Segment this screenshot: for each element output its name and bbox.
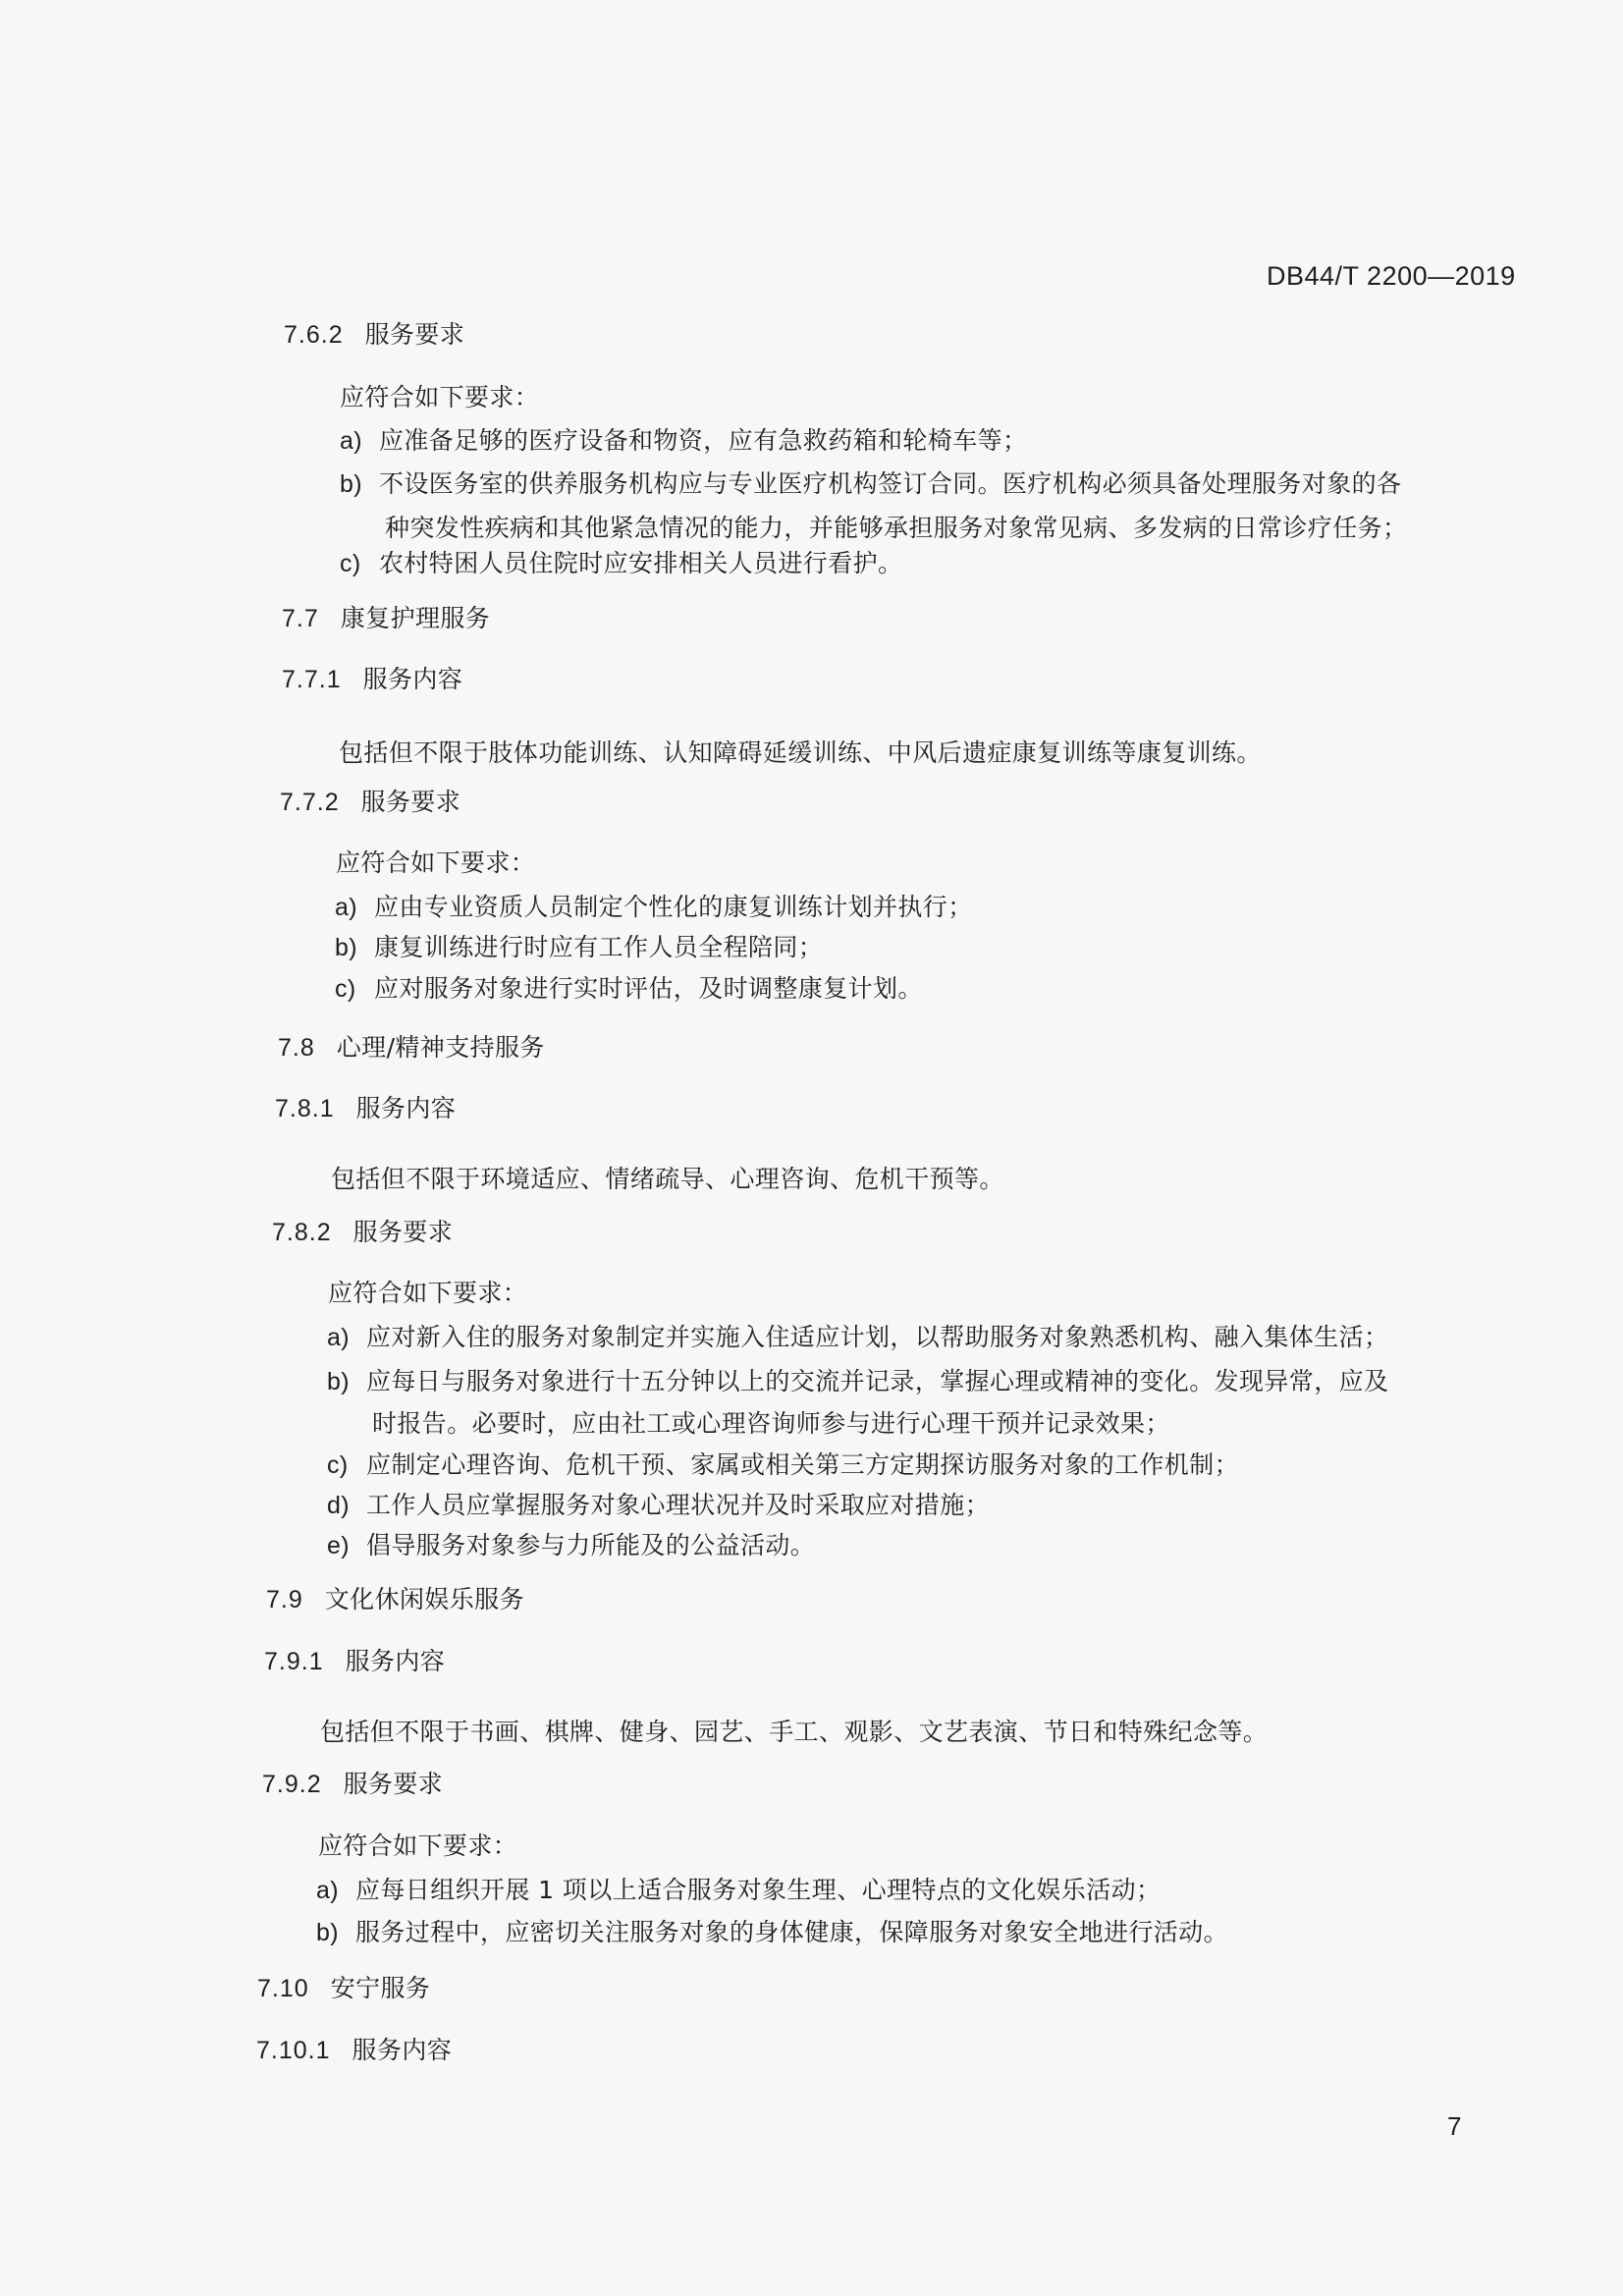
list-item-b <box>316 1916 1228 1949</box>
list-marker: c) <box>327 1451 349 1479</box>
list-marker: b) <box>327 1368 351 1395</box>
heading-7-7-2 <box>280 786 460 819</box>
section-title: 服务要求 <box>364 320 465 349</box>
heading-7-7-1 <box>282 663 462 696</box>
list-item-text: 倡导服务对象参与力所能及的公益活动。 <box>366 1531 816 1559</box>
section-title: 服务内容 <box>362 665 463 693</box>
list-item-a <box>335 891 973 924</box>
requirements-intro: 应符合如下要求： <box>336 848 536 877</box>
heading-7-8-2 <box>272 1216 453 1249</box>
section-title: 安宁服务 <box>330 1974 431 2002</box>
section-title: 康复护理服务 <box>340 604 491 632</box>
section-number: 7.9 <box>266 1586 303 1613</box>
list-marker: a) <box>327 1324 351 1351</box>
list-item-text: 康复训练进行时应有工作人员全程陪同； <box>374 933 824 961</box>
document-code: DB44/T 2200—2019 <box>1267 261 1516 291</box>
list-item-b <box>335 931 823 964</box>
list-marker: e) <box>327 1532 351 1559</box>
list-marker: d) <box>327 1492 351 1519</box>
list-item-a <box>316 1874 1161 1907</box>
heading-7-8-1 <box>275 1092 456 1125</box>
section-body: 包括但不限于肢体功能训练、认知障碍延缓训练、中风后遗症康复训练等康复训练。 <box>339 738 1262 767</box>
section-number: 7.7.1 <box>282 666 342 693</box>
list-marker: a) <box>340 427 363 455</box>
list-item-b <box>340 467 1401 501</box>
list-item-text: 服务过程中，应密切关注服务对象的身体健康，保障服务对象安全地进行活动。 <box>355 1918 1229 1946</box>
section-number: 7.9.2 <box>262 1771 322 1798</box>
section-title: 服务要求 <box>352 1218 454 1246</box>
list-item-b-continued: 时报告。必要时，应由社工或心理咨询师参与进行心理干预并记录效果； <box>372 1409 1170 1438</box>
section-number: 7.6.2 <box>284 321 344 349</box>
section-title: 服务要求 <box>360 788 461 816</box>
section-number: 7.7.2 <box>280 789 340 816</box>
list-item-text: 工作人员应掌握服务对象心理状况并及时采取应对措施； <box>366 1491 991 1519</box>
list-marker: a) <box>335 894 358 921</box>
list-item-text: 应制定心理咨询、危机干预、家属或相关第三方定期探访服务对象的工作机制； <box>366 1450 1240 1479</box>
section-number: 7.8.1 <box>275 1095 335 1122</box>
section-number: 7.7 <box>282 605 319 632</box>
list-item-text: 应每日与服务对象进行十五分钟以上的交流并记录，掌握心理或精神的变化。发现异常，应及 <box>366 1367 1389 1395</box>
list-item-text: 应由专业资质人员制定个性化的康复训练计划并执行； <box>374 893 973 921</box>
list-item-c <box>327 1449 1239 1482</box>
section-title: 服务内容 <box>352 2036 453 2064</box>
section-body: 包括但不限于书画、棋牌、健身、园艺、手工、观影、文艺表演、节日和特殊纪念等。 <box>320 1718 1269 1746</box>
section-number: 7.8.2 <box>272 1219 332 1246</box>
list-item-a <box>340 424 1027 458</box>
list-item-b <box>327 1365 1388 1398</box>
heading-7-10 <box>257 1972 430 2005</box>
heading-7-10-1 <box>256 2034 452 2067</box>
requirements-intro: 应符合如下要求： <box>318 1831 518 1860</box>
heading-7-9-1 <box>264 1645 445 1678</box>
heading-7-7 <box>282 602 490 635</box>
section-number: 7.9.1 <box>264 1648 324 1675</box>
list-item-text: 应对新入住的服务对象制定并实施入住适应计划，以帮助服务对象熟悉机构、融入集体生活； <box>366 1323 1389 1351</box>
heading-7-9-2 <box>262 1768 443 1801</box>
list-marker: c) <box>340 550 361 577</box>
section-title: 服务内容 <box>345 1647 446 1675</box>
list-item-a <box>327 1321 1388 1354</box>
section-number: 7.8 <box>278 1034 315 1062</box>
list-item-text: 应对服务对象进行实时评估，及时调整康复计划。 <box>374 974 923 1003</box>
list-marker: a) <box>316 1877 340 1904</box>
list-item-text: 应准备足够的医疗设备和物资，应有急救药箱和轮椅车等； <box>379 426 1028 455</box>
list-marker: b) <box>335 934 358 961</box>
list-item-e <box>327 1529 815 1562</box>
section-title: 服务内容 <box>355 1094 457 1122</box>
heading-7-6-2 <box>284 318 464 352</box>
list-item-c <box>335 972 923 1006</box>
list-item-b-continued: 种突发性疾病和其他紧急情况的能力，并能够承担服务对象常见病、多发病的日常诊疗任务； <box>385 514 1408 542</box>
list-marker: b) <box>316 1919 340 1946</box>
list-item-d <box>327 1489 990 1522</box>
section-title: 服务要求 <box>343 1770 444 1798</box>
list-item-text: 应每日组织开展 1 项以上适合服务对象生理、心理特点的文化娱乐活动； <box>355 1876 1162 1904</box>
section-number: 7.10.1 <box>256 2037 331 2064</box>
section-body: 包括但不限于环境适应、情绪疏导、心理咨询、危机干预等。 <box>331 1165 1004 1193</box>
section-title: 文化休闲娱乐服务 <box>324 1585 524 1613</box>
list-item-text: 不设医务室的供养服务机构应与专业医疗机构签订合同。医疗机构必须具备处理服务对象的各 <box>379 469 1402 498</box>
requirements-intro: 应符合如下要求： <box>328 1279 528 1307</box>
page-number: 7 <box>1447 2111 1462 2141</box>
list-marker: b) <box>340 470 363 498</box>
list-item-c <box>340 547 902 580</box>
heading-7-8 <box>278 1031 545 1065</box>
requirements-intro: 应符合如下要求： <box>340 383 540 411</box>
list-marker: c) <box>335 975 356 1003</box>
heading-7-9 <box>266 1583 524 1616</box>
section-number: 7.10 <box>257 1975 309 2002</box>
section-title: 心理/精神支持服务 <box>336 1033 545 1062</box>
list-item-text: 农村特困人员住院时应安排相关人员进行看护。 <box>379 549 903 577</box>
